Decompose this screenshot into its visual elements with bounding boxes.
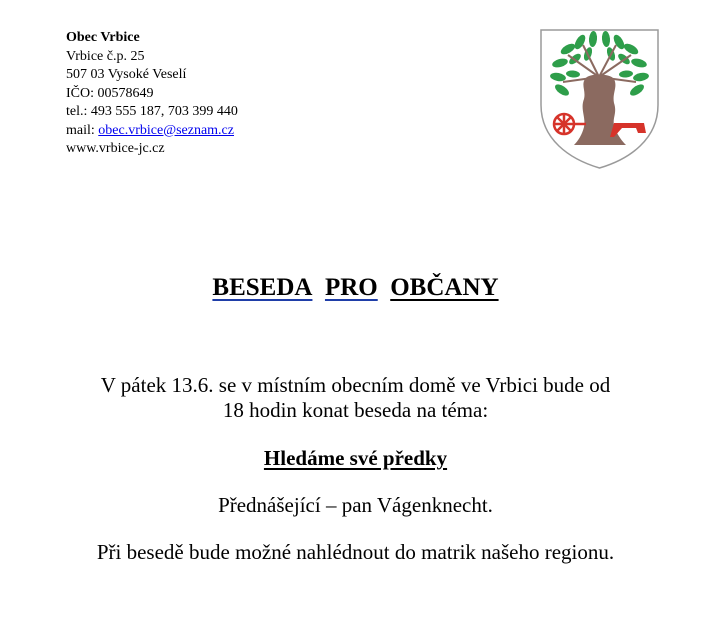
speaker-line: Přednášející – pan Vágenknecht. <box>218 493 493 517</box>
page-title <box>0 274 711 302</box>
willow-tree-coat-of-arms-icon <box>538 27 661 170</box>
email-link[interactable]: obec.vrbice@seznam.cz <box>98 122 234 138</box>
title-word-2: PRO <box>324 274 378 301</box>
title-word-1: BESEDA <box>212 274 313 301</box>
mail-line <box>66 122 238 141</box>
website: www.vrbice-jc.cz <box>66 141 165 156</box>
note-line: Při besedě bude možné nahlédnout do matrik našeho regionu. <box>96 540 615 564</box>
mail-label: mail: <box>66 122 99 138</box>
topic-heading: Hledáme své předky <box>263 446 448 470</box>
address-line-1: Vrbice č.p. 25 <box>66 48 145 64</box>
announcement-line-2: 18 hodin konat beseda na téma: <box>222 398 489 422</box>
announcement-line-1: V pátek 13.6. se v místním obecním domě ve Vrbici bude od <box>100 373 611 397</box>
org-name: Obec Vrbice <box>66 30 140 45</box>
letterhead <box>66 29 238 159</box>
phone-numbers: tel.: 493 555 187, 703 399 440 <box>66 104 238 119</box>
ico-number: IČO: 00578649 <box>66 85 154 101</box>
announcement-paragraph <box>0 373 711 423</box>
address-line-2: 507 03 Vysoké Veselí <box>66 67 187 82</box>
title-word-3: OBČANY <box>390 274 499 301</box>
